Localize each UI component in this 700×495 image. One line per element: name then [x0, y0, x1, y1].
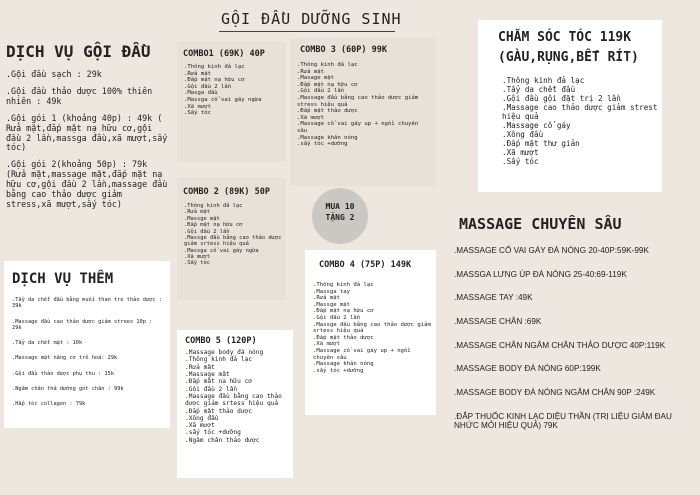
list-item: .Ngâm chân thảo dược: [185, 436, 260, 444]
list-item: .Massage khăn nóng: [297, 134, 358, 141]
shampoo-title: DỊCH VỤ GỘI ĐẦU: [6, 42, 151, 61]
massage-list: [454, 246, 698, 431]
list-item: .Massga cổ vai gáy ngừa: [184, 247, 259, 254]
list-item: .sấy tóc +dưỡng: [313, 367, 364, 374]
combo-1-title: COMBO1 (69K) 40P: [183, 49, 265, 59]
promo-badge: [312, 188, 368, 244]
combo-4-title: COMBO 4 (75P) 149K: [319, 260, 412, 270]
list-item: .Tẩy da chết đầu bằng muối than tre thảo dược : 39k: [12, 297, 162, 310]
list-item: .Massga cổ vai gáy ngừa: [184, 96, 262, 103]
list-item: .Thông kinh đả lạc: [185, 356, 253, 364]
combo-4-list: [313, 282, 433, 374]
combo-1-list: [184, 64, 284, 117]
list-item: .Gội đầu thảo dược 100% thiên nhiên : 49k: [6, 85, 153, 106]
list-item: .Massage cổ gáy: [502, 120, 571, 130]
list-item: .Đắp mặt nạ hữu cơ: [185, 378, 253, 386]
list-item: .Massage đầu bằng cao thảo dược giảm srtess hiệu quả: [185, 392, 282, 408]
massage-section: [448, 205, 700, 490]
list-item: .Xã mượt: [297, 114, 324, 121]
list-item: .MASSAGE CHÂN :69K: [454, 317, 542, 327]
list-item: .Massge mặt: [184, 215, 220, 222]
shampoo-list: [6, 70, 168, 210]
list-item: .Xã mượt: [184, 103, 211, 110]
list-item: .Gội đầu 2 lần: [185, 385, 238, 393]
list-item: .Massage mặt: [185, 370, 230, 378]
list-item: .Massage đầu bằng cao thảo dược giảm stress hiệu quả: [297, 94, 419, 108]
list-item: .Tẩy da chết mặt : 10k: [12, 340, 83, 346]
extra-services: [4, 261, 170, 428]
list-item: .Rửa mặt: [313, 295, 340, 302]
list-item: .Thông kinh đả lạc: [184, 64, 245, 70]
hair-title-1: CHĂM SÓC TÓC 119K: [498, 30, 632, 45]
list-item: .MASSAGE BODY ĐÁ NÓNG 60P:199K: [454, 364, 601, 374]
list-item: .Đắp mặt nạ hữu cơ: [184, 77, 245, 84]
list-item: .Massge mặt: [313, 301, 351, 308]
hair-care-card: [478, 20, 662, 192]
list-item: .Sấy tóc: [184, 260, 210, 267]
list-item: .Massage mặt nâng cơ trẻ hoá: 29k: [12, 355, 118, 362]
list-item: .Gội đầu gội đặt trị 2 lần: [502, 93, 621, 103]
list-item: .Đắp mặt thảo dược: [313, 334, 374, 341]
list-item: .Gội đầu 2 lần: [184, 83, 232, 90]
list-item: .Thông kinh đả lạc: [297, 62, 358, 68]
promo-line-1: MUA 10: [325, 202, 355, 211]
list-item: .Massga tay: [313, 288, 351, 295]
list-item: .sấy tóc +dưỡng: [297, 141, 348, 148]
list-item: .Xông đầu: [502, 129, 544, 139]
list-item: .Gội gói 1 (khoảng 40p) : 49k ( Rửa mặt,đắp mặt nạ hữu cơ,gội đầu 2 lần,massga đầu,xã mượt,sấy tóc): [6, 112, 168, 153]
list-item: .MASSGA LƯNG ÚP ĐÁ NÓNG 25-40:69-119K: [454, 269, 627, 279]
combo-2-card: [177, 178, 286, 300]
list-item: .Xã mượt: [313, 341, 340, 348]
combo-3-list: [297, 62, 427, 148]
combo-3-card: [290, 38, 436, 186]
list-item: .Rửa mặt: [184, 70, 211, 77]
combo-3-title: COMBO 3 (60P) 99K: [300, 45, 387, 55]
list-item: .Sấy tóc: [502, 156, 539, 166]
list-item: .Sấy tóc: [184, 110, 211, 117]
list-item: .MASSAGE CỔ VAI GÁY ĐÁ NÓNG 20-40P:59K-99K: [454, 246, 649, 255]
list-item: .Đắp mặt thư giản: [502, 138, 580, 148]
list-item: .Massge đầu bằng cao thảo dược giảm srtess hiệu quả: [184, 234, 282, 248]
title-underline: [219, 31, 395, 32]
list-item: .MASSAGE CHÂN NGÂM CHÂN THẢO DƯỢC 40P:119K: [454, 340, 666, 350]
list-item: .Gội đầu sạch : 29k: [6, 69, 102, 79]
list-item: .Rửa mặt: [184, 209, 210, 216]
list-item: .Rửa mặt: [297, 68, 324, 75]
list-item: .MASSAGE TAY :49K: [454, 293, 533, 303]
list-item: .Massage cổ vai gáy up + ngồi chuyên sâu: [297, 121, 419, 134]
list-item: .Massage đầu cao thảo dược giảm strees 10p : 29k: [12, 318, 153, 331]
hair-title-2: (GÀU,RỤNG,BẾT RÍT): [498, 50, 639, 65]
list-item: .Ngâm chân thả dưỡng gót chân : 99k: [12, 385, 124, 392]
combo-2-title: COMBO 2 (89K) 50P: [183, 187, 270, 197]
list-item: .Gội đầu 2 lần: [297, 88, 345, 95]
list-item: .Masage mặt: [297, 75, 335, 82]
combo-1-card: [177, 42, 286, 162]
promo-line-2: TẶNG 2: [325, 213, 355, 222]
header: [175, 0, 445, 36]
list-item: .Đắp mặt thảo dược: [185, 407, 253, 415]
list-item: .Rửa mặt: [185, 363, 215, 371]
list-item: .Massage body đá nóng: [185, 349, 264, 356]
list-item: .Đắp mặt thảo dược: [297, 108, 358, 115]
hair-care-list: [502, 77, 662, 167]
list-item: .Massage khăn nóng: [313, 361, 374, 368]
combo-5-card: [177, 330, 293, 478]
combo-5-list: [185, 349, 291, 444]
list-item: .Xã mượt: [185, 422, 215, 430]
list-item: .Đắp mặt nạ hữu cơ: [313, 308, 374, 315]
list-item: .Hấp tóc collagen : 79k: [12, 401, 86, 407]
list-item: .Gội đầu 2 lần: [184, 228, 230, 235]
list-item: .Masga đầu: [184, 90, 218, 97]
list-item: .Đắp mặt nạ hữu cơ: [184, 222, 243, 229]
list-item: .Xã mượt: [184, 254, 210, 260]
list-item: .Gội đầu 2 lần: [313, 314, 361, 321]
list-item: .Gội đầu thảo dược phụ thu : 15k: [12, 370, 115, 377]
list-item: .Thông kinh đả lạc: [184, 203, 243, 209]
list-item: .Massage cao thảo dược giảm strest hiệu quả: [502, 102, 658, 121]
list-item: .ĐẮP THUỐC KINH LẠC DIỆU THẦN (TRỊ LIỆU GIẢM ĐAU NHỨC MỎI HIỆU QUẢ) 79K: [454, 411, 672, 431]
list-item: .Xã mượt: [502, 147, 539, 157]
combo-5-title: COMBO 5 (120P): [185, 336, 257, 346]
shampoo-services: [0, 28, 170, 253]
list-item: .MASSAGE BODY ĐÁ NÓNG NGÂM CHÂN 90P :249K: [454, 388, 656, 398]
list-item: .Massge đầu bằng cao thảo dược giảm srtess hiệu quả: [313, 321, 431, 335]
page-title: GỘI ĐẦU DƯỠNG SINH: [221, 10, 402, 28]
list-item: .Gội gói 2(khoảng 50p) : 79k (Rửa mặt,massage mặt,đắp mặt nạ hữu cơ,gội đầu 2 lần,massage đầu bằng cao thảo dược giảm stress,xã mượt,sấy tóc): [6, 159, 168, 209]
list-item: .Massage cổ vai gáy up + ngồi chuyên sâu: [313, 347, 411, 361]
list-item: .Đắp mặt nạ hữu cơ: [297, 81, 358, 88]
list-item: .Tẩy da chết đầu: [502, 84, 576, 94]
combo-2-list: [184, 203, 284, 267]
combo-4-card: [305, 250, 436, 415]
extra-list: [12, 297, 164, 407]
list-item: .Thông kinh đả lạc: [313, 282, 374, 288]
massage-title: MASSAGE CHUYÊN SÂU: [459, 215, 622, 233]
list-item: .Xông đầu: [185, 414, 219, 422]
list-item: .sấy tóc +dưỡng: [185, 429, 241, 437]
list-item: .Thông kinh đả lạc: [502, 76, 585, 85]
extra-title: DỊCH VỤ THÊM: [12, 271, 114, 287]
